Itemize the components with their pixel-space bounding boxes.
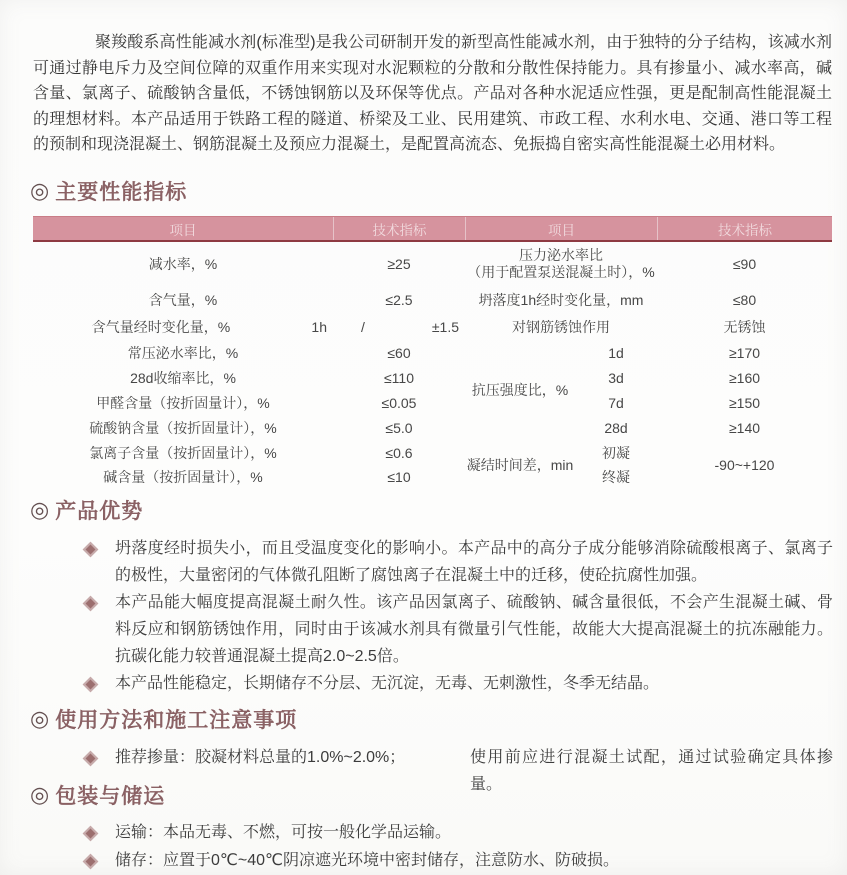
section-marker-icon: ◎ [30,178,51,203]
packaging-list [33,819,833,875]
diamond-bullet-icon [83,751,99,767]
table-cell-value-text: ±1.5 [431,319,459,335]
section-title-text: 主要性能指标 [55,181,188,204]
table-header-spec-right: 技术指标 [657,217,832,240]
table-cell-label [465,242,657,286]
table-header-item-right: 项目 [465,217,657,240]
table-body [33,242,832,489]
table-cell-value: 无锈蚀 [723,319,766,335]
advantages-list [33,535,833,697]
table-cell-value: ≤0.05 [381,394,417,411]
section-marker-icon: ◎ [30,706,51,731]
table-cell-slash: / [361,319,365,335]
advantage-text: 坍落度经时损失小，而且受温度变化的影响小。本产品中的高分子成分能够消除硫酸根离子、氯离子的极性，大量密闭的气体微孔阻断了腐蚀离子在混凝土中的迁移，使砼抗腐性加强。 [115,540,833,584]
table-cell-label: 碱含量（按折固量计），% [103,469,263,485]
advantage-text: 本产品能大幅度提高混凝土耐久性。该产品因氯离子、硫酸钠、碱含量很低，不会产生混凝土碱、骨料反应和钢筋锈蚀作用，同时由于该减水剂具有微量引气性能，故能大大提高混凝土的抗冻融能力。抗碳化能力较普通混凝土提高2.0~2.5倍。 [115,594,833,665]
table-cell-value: ≤60 [387,344,411,361]
table-cell-label: 含气量，% [148,292,218,308]
table-cell-value: ≥140 [728,419,761,436]
table-cell-value: ≥160 [728,369,761,386]
table-cell-value: ≥25 [387,256,411,272]
table-header-spec-left: 技术指标 [333,217,465,240]
dosage-label: 推荐掺量：胶凝材料总量的1.0%~2.0%； [115,749,406,766]
table-cell-label: 减水率，% [148,256,218,272]
section-title-usage [30,706,297,732]
pressure-bleeding-line2: （用于配置泵送混凝土时），% [467,264,655,280]
strength-age: 3d [608,369,624,386]
table-header-row [33,216,832,242]
list-item [33,535,833,589]
table-cell-value: ≥150 [728,394,761,411]
setting-time-group [465,440,657,489]
section-marker-icon: ◎ [30,782,51,807]
table-cell-label: 氯离子含量（按折固量计），% [89,444,277,461]
strength-age: 7d [608,394,624,411]
strength-age: 28d [604,419,628,436]
list-item [33,819,833,846]
table-cell-value: ≤90 [732,256,757,272]
table-cell-label: 硫酸钠含量（按折固量计），% [89,419,277,436]
table-cell-value [333,314,465,340]
strength-age: 1d [608,344,624,361]
table-cell-value: ≤80 [732,292,757,308]
table-cell-label [33,314,333,340]
setting-final: 终凝 [602,469,630,485]
table-cell-label: 常压泌水率比，% [127,344,239,361]
table-header-item-left: 项目 [169,222,197,238]
section-marker-icon: ◎ [30,497,51,522]
table-cell-label: 对钢筋锈蚀作用 [512,319,610,335]
table-cell-label: 坍落度1h经时变化量，mm [478,292,644,308]
list-item [33,589,833,670]
setting-time-label: 凝结时间差，min [466,456,574,473]
section-title-advantages [30,497,143,523]
strength-ratio-group [465,340,657,440]
strength-ratio-label: 抗压强度比，% [471,382,569,398]
section-title-text: 包装与储运 [55,785,166,808]
list-item [33,847,833,874]
section-title-performance [30,178,187,204]
table-cell-value: ≤110 [383,369,414,386]
list-item [33,670,833,697]
table-cell-value: ≤5.0 [385,419,413,436]
table-cell-value: ≤10 [387,469,411,485]
advantage-text: 本产品性能稳定，长期储存不分层、无沉淀，无毒、无刺激性，冬季无结晶。 [115,675,660,692]
section-title-text: 产品优势 [55,500,144,523]
performance-table [33,216,832,489]
table-cell-label: 甲醛含量（按折固量计），% [96,394,270,411]
pressure-bleeding-line1: 压力泌水率比 [519,247,603,263]
table-cell-label-text: 含气量经时变化量，% [91,319,231,335]
storage-text: 储存：应置于0℃~40℃阴凉遮光环境中密封储存，注意防水、防破损。 [115,852,619,869]
table-cell-value: -90~+120 [714,456,775,473]
diamond-bullet-icon [83,826,99,842]
diamond-bullet-icon [83,854,99,870]
dosage-note: 使用前应进行混凝土试配，通过试验确定具体掺量。 [470,749,833,793]
section-title-packaging [30,782,165,808]
dosage-line [115,744,833,798]
table-cell-value: ≤0.6 [385,444,413,461]
table-cell-time: 1h [311,319,327,335]
diamond-bullet-icon [83,677,99,693]
intro-paragraph: 聚羧酸系高性能减水剂(标准型)是我公司研制开发的新型高性能减水剂，由于独特的分子结构，该减水剂可通过静电斥力及空间位障的双重作用来实现对水泥颗粒的分散和分散性保持能力。具有掺量小、减水率高，碱含量、氯离子、硫酸钠含量低，不锈蚀钢筋以及环保等优点。产品对各种水泥适应性强，更是配制高性能混凝土的理想材料。本产品适用于铁路工程的隧道、桥梁及工业、民用建筑、市政工程、水利水电、交通、港口等工程的预制和现浇混凝土、钢筋混凝土及预应力混凝土，是配置高流态、免振捣自密实高性能混凝土必用材料。 [33,34,832,153]
setting-initial: 初凝 [602,444,630,461]
diamond-bullet-icon [83,596,99,612]
table-cell-label: 28d收缩率比，% [130,369,236,386]
diamond-bullet-icon [83,542,99,558]
table-cell-value: ≥170 [728,344,761,361]
table-cell-value: ≤2.5 [385,292,413,308]
transport-text: 运输：本品无毒、不燃，可按一般化学品运输。 [115,824,452,841]
section-title-text: 使用方法和施工注意事项 [55,709,298,732]
